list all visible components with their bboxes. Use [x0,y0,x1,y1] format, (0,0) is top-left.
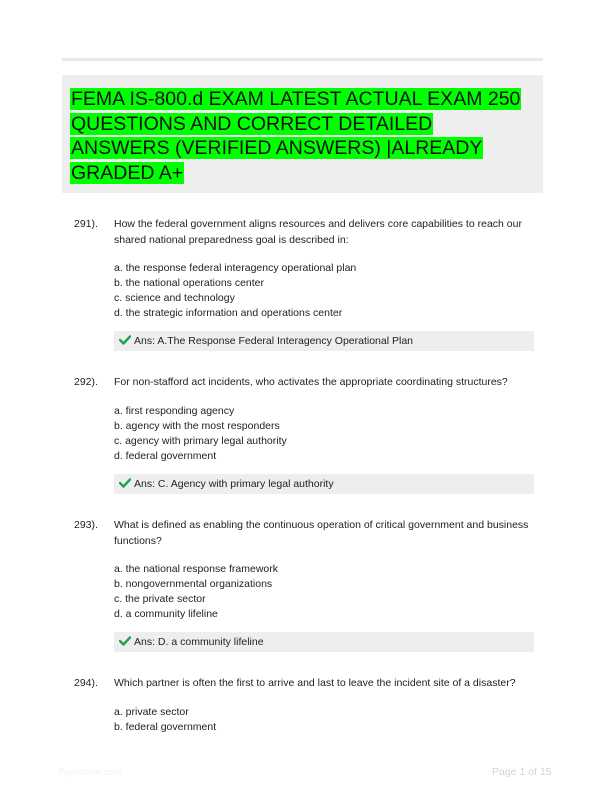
top-divider [62,58,543,61]
option-list [114,404,287,464]
checkmark-icon [119,478,131,488]
answer-box [114,331,534,351]
document-title: FEMA IS-800.d EXAM LATEST ACTUAL EXAM 250 QUESTIONS AND CORRECT DETAILED ANSWERS (VERIFIED ANSWERS) |ALREADY GRADED A+ [71,88,521,184]
question-text: For non-stafford act incidents, who activates the appropriate coordinating structures? [114,376,508,388]
question-text: What is defined as enabling the continuous operation of critical government and business functions? [114,519,529,547]
question-text: Which partner is often the first to arrive and last to leave the incident site of a disaster? [114,677,516,689]
option-item: c. the private sector [114,593,206,605]
option-list [114,261,356,321]
answer-text: Ans: D. a community lifeline [134,636,264,648]
option-item: a. the response federal interagency operational plan [114,262,357,274]
question-number: 293). [74,519,98,531]
footer-watermark: Papertible.com [58,767,122,778]
answer-box [114,632,534,652]
answer-text: Ans: C. Agency with primary legal authority [134,478,334,490]
option-item: a. first responding agency [114,405,235,417]
question-text: How the federal government aligns resources and delivers core capabilities to reach our shared national preparedness goal is described in: [114,218,522,246]
question-number: 294). [74,677,98,689]
option-item: a. the national response framework [114,563,279,575]
page-indicator: Page 1 of 15 [492,766,552,778]
option-item: d. a community lifeline [114,608,218,620]
option-list [114,705,216,735]
option-item: c. agency with primary legal authority [114,435,287,447]
option-item: b. federal government [114,721,217,733]
option-list [114,562,278,622]
option-item: a. private sector [114,706,189,718]
answer-text: Ans: A.The Response Federal Interagency Operational Plan [134,335,413,347]
option-item: d. the strategic information and operations center [114,307,343,319]
option-item: d. federal government [114,450,217,462]
checkmark-icon [119,636,131,646]
option-item: b. the national operations center [114,277,265,289]
option-item: b. nongovernmental organizations [114,578,273,590]
option-item: c. science and technology [114,292,235,304]
question-number: 292). [74,376,98,388]
answer-box [114,474,534,494]
option-item: b. agency with the most responders [114,420,280,432]
question-number: 291). [74,218,98,230]
checkmark-icon [119,335,131,345]
